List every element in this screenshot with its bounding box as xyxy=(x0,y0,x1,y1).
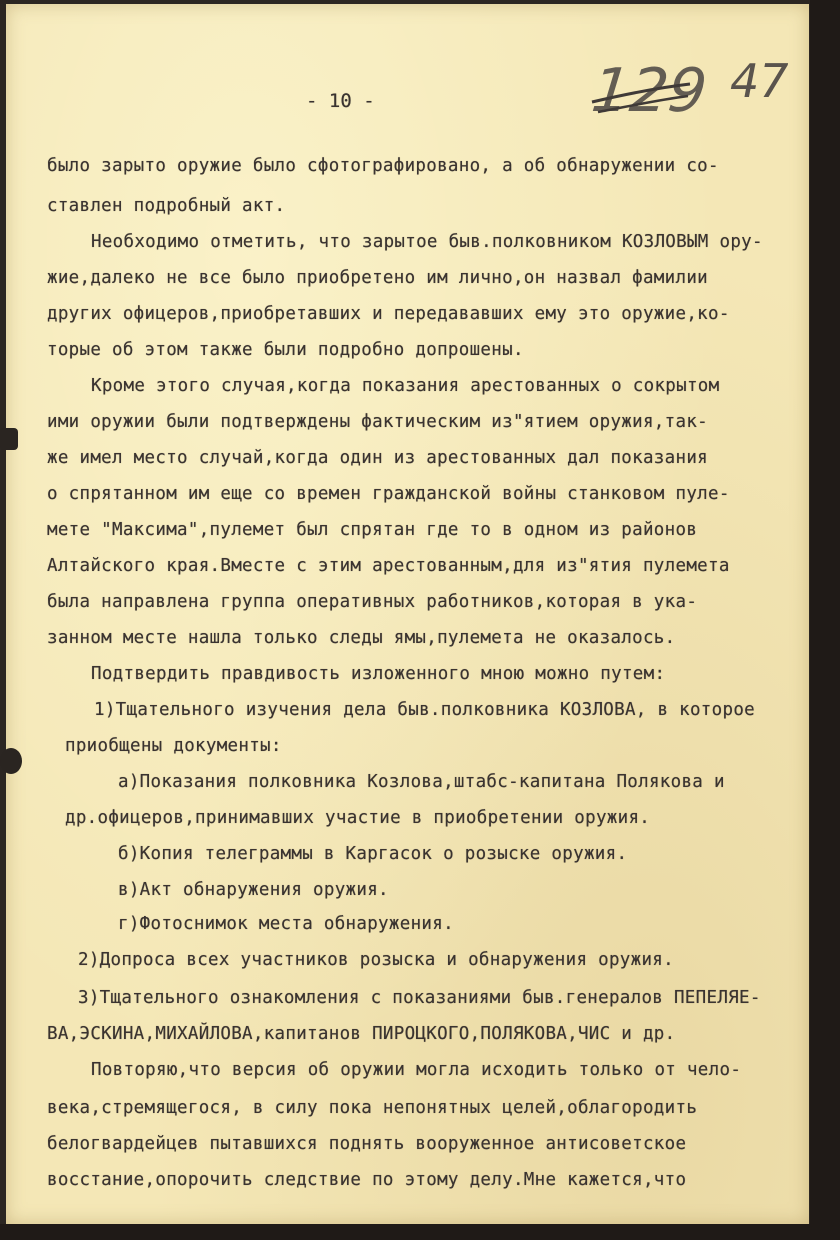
text-line: Подтвердить правдивость изложенного мною можно путем: xyxy=(91,664,666,684)
text-line: века,стремящегося, в силу пока непонятных целей,облагородить xyxy=(47,1098,698,1118)
text-line: приобщены документы: xyxy=(65,736,282,756)
text-line: была направлена группа оперативных работников,которая в ука- xyxy=(47,592,698,612)
binding-hole xyxy=(0,748,22,774)
text-line: 2)Допроса всех участников розыска и обнаружения оружия. xyxy=(78,950,674,970)
archive-number: 47 xyxy=(730,54,789,108)
text-line: Алтайского края.Вместе с этим арестованным,для из"ятия пулемета xyxy=(47,556,730,576)
text-line: мете "Максима",пулемет был спрятан где то в одном из районов xyxy=(47,520,698,540)
text-line: Необходимо отметить, что зарытое быв.полковником КОЗЛОВЫМ ору- xyxy=(91,232,763,252)
scan-background-right xyxy=(810,0,840,1240)
text-line: занном месте нашла только следы ямы,пулемета не оказалось. xyxy=(47,628,676,648)
text-line: ВА,ЭСКИНА,МИХАЙЛОВА,капитанов ПИРОЦКОГО,ПОЛЯКОВА,ЧИС и др. xyxy=(47,1024,676,1044)
text-line: Кроме этого случая,когда показания арестованных о сокрытом xyxy=(91,376,720,396)
document-page xyxy=(6,4,809,1224)
text-line: других офицеров,приобретавших и передававших ему это оружие,ко- xyxy=(47,304,730,324)
text-line: г)Фотоснимок места обнаружения. xyxy=(118,914,454,934)
text-line: в)Акт обнаружения оружия. xyxy=(118,880,389,900)
archive-number-crossed: 129 xyxy=(588,56,711,126)
text-line: торые об этом также были подробно допрошены. xyxy=(47,340,524,360)
text-line: 1)Тщательного изучения дела быв.полковника КОЗЛОВА, в которое xyxy=(94,700,755,720)
text-line: о спрятанном им еще со времен гражданской войны станковом пуле- xyxy=(47,484,730,504)
text-line: восстание,опорочить следствие по этому делу.Мне кажется,что xyxy=(47,1170,687,1190)
text-line: было зарыто оружие было сфотографировано, а об обнаружении со- xyxy=(47,156,719,176)
text-line: б)Копия телеграммы в Каргасок о розыске оружия. xyxy=(118,844,628,864)
text-line: а)Показания полковника Козлова,штабс-капитана Полякова и xyxy=(118,772,725,792)
text-line: жие,далеко не все было приобретено им лично,он назвал фамилии xyxy=(47,268,708,288)
page-number: - 10 - xyxy=(306,90,375,112)
text-line: же имел место случай,когда один из арестованных дал показания xyxy=(47,448,708,468)
scan-background-bottom xyxy=(0,1224,840,1240)
text-line: 3)Тщательного ознакомления с показаниями быв.генералов ПЕПЕЛЯЕ- xyxy=(78,988,761,1008)
text-line: Повторяю,что версия об оружии могла исходить только от чело- xyxy=(91,1060,742,1080)
text-line: ставлен подробный акт. xyxy=(47,196,286,216)
text-line: др.офицеров,принимавших участие в приобретении оружия. xyxy=(65,808,651,828)
binding-hole xyxy=(0,428,18,450)
text-line: белогвардейцев пытавшихся поднять вооруженное антисоветское xyxy=(47,1134,687,1154)
text-line: ими оружии были подтверждены фактическим из"ятием оружия,так- xyxy=(47,412,708,432)
strike-through-mark xyxy=(586,54,696,154)
